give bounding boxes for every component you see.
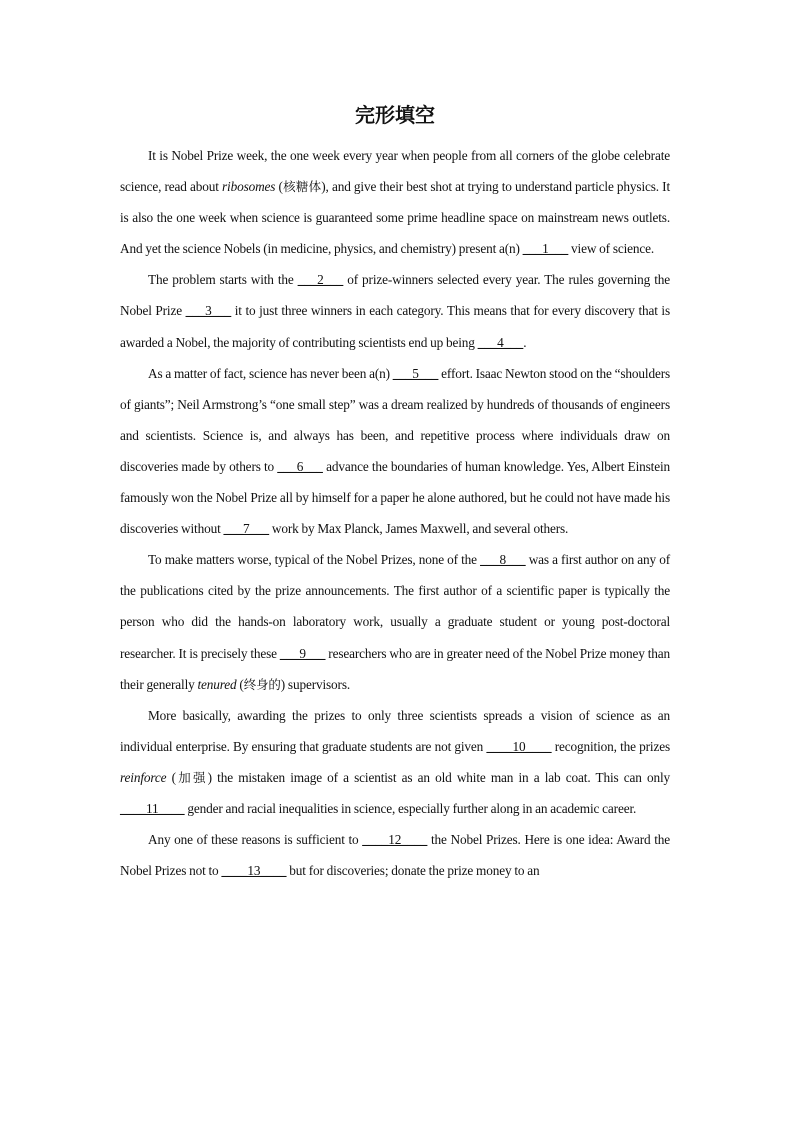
blank-slot: ___3___ — [185, 303, 232, 319]
text-run: recognition, the prizes — [551, 738, 670, 754]
text-run: of prize-winners selected every year. The rules governing the Nobel Prize — [120, 272, 671, 319]
blank-slot: ____11____ — [120, 800, 185, 816]
text-run: but for discoveries; donate the prize money to an — [286, 863, 540, 879]
text-run: ) the mistaken image of a scientist as an old white man in a lab coat. This can only — [207, 769, 671, 785]
chinese-gloss: 终身的 — [243, 676, 281, 692]
blank-slot: ____13____ — [221, 863, 287, 879]
blank-slot: ___7___ — [223, 521, 269, 537]
paragraph — [120, 544, 670, 699]
chinese-gloss: 核糖体 — [282, 179, 322, 195]
text-run: It is Nobel Prize week, the one week every year when people from all corners of the globe celebrate science, read about — [120, 148, 670, 195]
document-body — [120, 140, 670, 886]
italic-term: ribosomes — [222, 179, 276, 195]
text-run: To make matters worse, typical of the Nobel Prizes, none of the — [148, 552, 481, 568]
blank-slot: ____12____ — [362, 832, 428, 848]
paragraph — [120, 824, 670, 886]
text-run: As a matter of fact, science has never been a(n) — [148, 365, 393, 381]
text-run: view of science. — [568, 241, 655, 257]
page-title: 完形填空 — [355, 103, 435, 127]
blank-slot: ___4___ — [477, 334, 524, 350]
text-run: work by Max Planck, James Maxwell, and several others. — [269, 521, 569, 537]
blank-slot: ___6___ — [277, 458, 323, 474]
text-run: effort. Isaac Newton stood on the “shoulders of giants”; Neil Armstrong’s “one small step” was a dream realized by hundreds of thousands of engineers and scientists. Science is, and always has been, and repetitive process where individuals draw on discoveries made by others to — [120, 365, 670, 474]
text-run: Any one of these reasons is sufficient to — [148, 832, 363, 848]
text-run: ) supervisors. — [280, 676, 351, 692]
paragraph — [120, 358, 670, 545]
text-run: advance the boundaries of human knowledge. Yes, Albert Einstein famously won the Nobel Prize all by himself for a paper he alone authored, but he could not have made his discoveries without — [120, 458, 670, 537]
blank-slot: ___8___ — [480, 552, 526, 568]
text-run: More basically, awarding the prizes to only three scientists spreads a vision of science as an individual enterprise. By ensuring that graduate students are not given — [120, 707, 670, 754]
text-run: the Nobel Prizes. Here is one idea: Award the Nobel Prizes not to — [120, 832, 670, 879]
italic-term: tenured — [197, 676, 237, 692]
text-run: ( — [275, 179, 283, 195]
text-run: ( — [236, 676, 244, 692]
text-run: ( — [166, 769, 176, 785]
document-page — [120, 100, 670, 886]
blank-slot: ____10____ — [486, 738, 552, 754]
text-run: . — [523, 334, 527, 350]
blank-slot: ___5___ — [392, 365, 439, 381]
text-run: it to just three winners in each category. This means that for every discovery that is awarded a Nobel, the majority of contributing scientists end up being — [120, 303, 670, 350]
text-run: was a first author on any of the publications cited by the prize announcements. The first author of a scientific paper is typically the person who did the hands-on laboratory work, usually a graduate student or young post-doctoral researcher. It is precisely these — [120, 552, 670, 661]
paragraph — [120, 140, 670, 264]
blank-slot: ___2___ — [297, 272, 344, 288]
chinese-gloss: 加强 — [175, 769, 208, 785]
italic-term: reinforce — [120, 769, 167, 785]
blank-slot: ___1___ — [522, 241, 569, 257]
text-run: gender and racial inequalities in science, especially further along in an academic career. — [184, 800, 637, 816]
paragraph — [120, 700, 670, 824]
text-run: The problem starts with the — [148, 272, 298, 288]
paragraph — [120, 264, 670, 357]
text-run: ), and give their best shot at trying to understand particle physics. It is also the one week when science is guaranteed some prime headline space on mainstream news outlets. And yet the science Nobels (in medicine, physics, and chemistry) present a(n) — [120, 179, 670, 257]
blank-slot: ___9___ — [279, 645, 326, 661]
text-run: researchers who are in greater need of the Nobel Prize money than their generally — [120, 645, 670, 692]
